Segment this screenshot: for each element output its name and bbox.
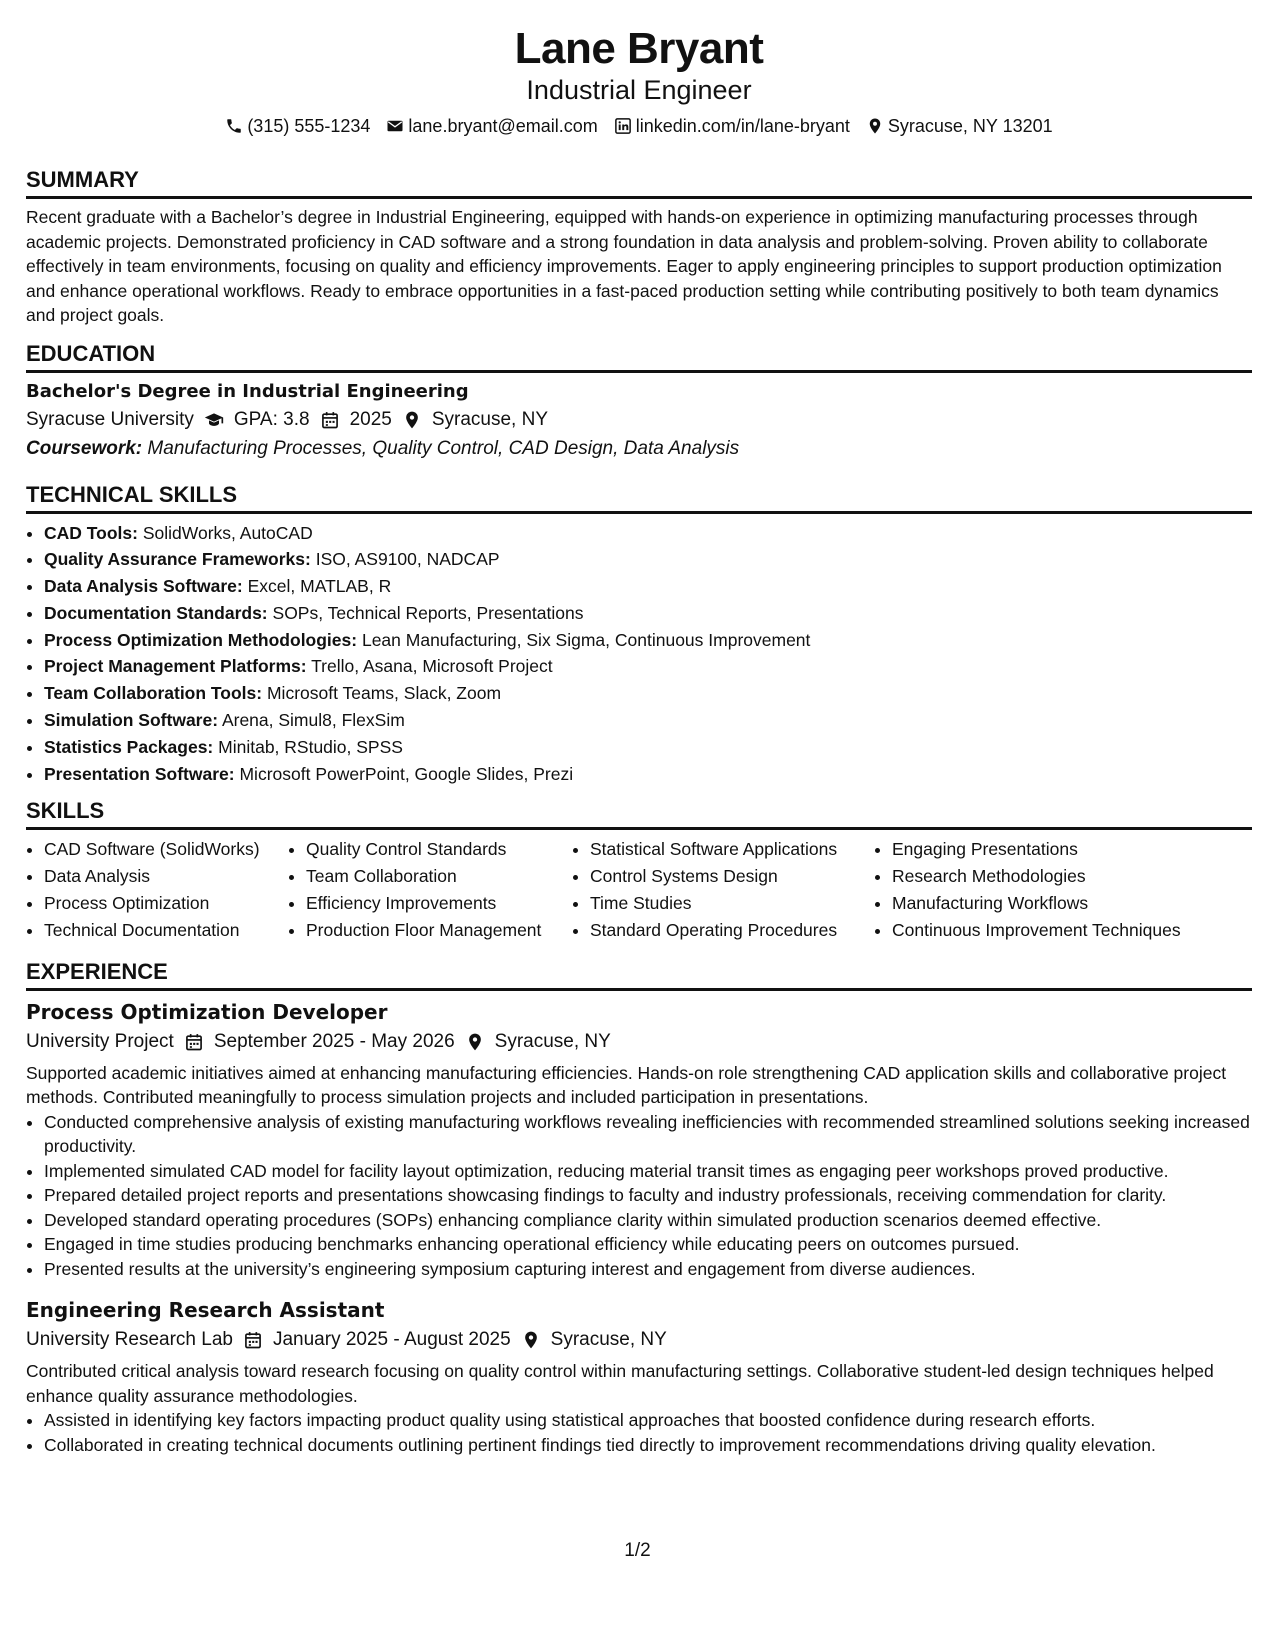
list-item xyxy=(44,520,1252,547)
phone-icon xyxy=(225,117,243,135)
technical-skills-heading: TECHNICAL SKILLS xyxy=(26,481,1252,514)
skill-category-value: Microsoft PowerPoint, Google Slides, Prezi xyxy=(239,763,574,784)
list-item: • Team Collaboration xyxy=(306,863,572,890)
skill-category-value: Excel, MATLAB, R xyxy=(247,576,392,597)
calendar-icon xyxy=(243,1330,263,1350)
skill-category-value: SolidWorks, AutoCAD xyxy=(142,522,313,543)
job-entry xyxy=(26,1295,1252,1457)
gpa: GPA: 3.8 xyxy=(233,408,310,430)
resume-page xyxy=(26,0,1252,1457)
contact-bar xyxy=(26,114,1252,138)
skill-category-label: CAD Tools: xyxy=(44,522,138,543)
list-item xyxy=(44,734,1252,761)
skill-category-label: Data Analysis Software: xyxy=(44,576,243,597)
list-item: • Production Floor Management xyxy=(306,917,572,944)
experience-section xyxy=(26,958,1252,1458)
graduation-cap-icon xyxy=(204,410,224,430)
job-location: Syracuse, NY xyxy=(550,1329,667,1351)
job-title: Process Optimization Developer xyxy=(26,999,388,1024)
job-organization: University Project xyxy=(26,1030,174,1052)
list-item xyxy=(44,627,1252,654)
skill-category-value: Microsoft Teams, Slack, Zoom xyxy=(266,683,502,704)
skill-category-value: Arena, Simul8, FlexSim xyxy=(221,710,405,731)
list-item: • Engaging Presentations xyxy=(892,836,1204,863)
list-item: • Presented results at the university’s engineering symposium capturing interest and engagement from diverse audiences. xyxy=(44,1257,1252,1282)
skill-category-value: Minitab, RStudio, SPSS xyxy=(218,736,403,757)
candidate-name: Lane Bryant xyxy=(514,24,764,73)
skill-category-label: Presentation Software: xyxy=(44,763,235,784)
skill-category-label: Project Management Platforms: xyxy=(44,656,307,677)
summary-section xyxy=(26,166,1252,328)
calendar-icon xyxy=(184,1032,204,1052)
coursework xyxy=(26,435,1252,463)
experience-heading: EXPERIENCE xyxy=(26,958,1252,991)
education-heading: EDUCATION xyxy=(26,340,1252,373)
linkedin-icon xyxy=(614,117,632,135)
job-entry xyxy=(26,997,1252,1282)
coursework-label: Coursework: xyxy=(26,437,143,459)
summary-heading: SUMMARY xyxy=(26,166,1252,199)
skill-category-label: Simulation Software: xyxy=(44,710,219,731)
skills-column xyxy=(572,836,874,943)
job-dates: September 2025 - May 2026 xyxy=(213,1030,455,1052)
technical-skills-list xyxy=(26,520,1252,788)
job-title: Engineering Research Assistant xyxy=(26,1298,385,1323)
skills-column xyxy=(26,836,288,943)
job-dates: January 2025 - August 2025 xyxy=(272,1329,511,1351)
list-item: • Time Studies xyxy=(590,890,874,917)
skill-category-label: Process Optimization Methodologies: xyxy=(44,629,358,650)
list-item: • Implemented simulated CAD model for facility layout optimization, reducing material transit times as engaging peer workshops proved productive. xyxy=(44,1159,1252,1184)
education-section xyxy=(26,340,1252,463)
map-pin-icon xyxy=(866,117,884,135)
job-meta xyxy=(26,1325,1252,1355)
contact-location xyxy=(866,114,1053,138)
list-item xyxy=(44,546,1252,573)
list-item: • Statistical Software Applications xyxy=(590,836,874,863)
skills-grid xyxy=(26,836,1252,943)
contact-phone[interactable] xyxy=(225,114,370,138)
skill-category-value: Lean Manufacturing, Six Sigma, Continuous Improvement xyxy=(361,629,811,650)
job-location: Syracuse, NY xyxy=(494,1030,611,1052)
resume-header xyxy=(26,0,1252,138)
list-item: • Efficiency Improvements xyxy=(306,890,572,917)
list-item: • Developed standard operating procedures (SOPs) enhancing compliance clarity within simulated production scenarios deemed effective. xyxy=(44,1208,1252,1233)
skill-category-value: Trello, Asana, Microsoft Project xyxy=(311,656,553,677)
list-item: • Technical Documentation xyxy=(44,917,288,944)
skills-section xyxy=(26,797,1252,943)
list-item xyxy=(44,680,1252,707)
map-pin-icon xyxy=(402,410,422,430)
school-location: Syracuse, NY xyxy=(431,408,549,430)
skills-column xyxy=(874,836,1204,943)
skill-category-value: ISO, AS9100, NADCAP xyxy=(315,549,500,570)
list-item xyxy=(44,653,1252,680)
coursework-list: Manufacturing Processes, Quality Control, CAD Design, Data Analysis xyxy=(147,437,740,459)
list-item: • Prepared detailed project reports and presentations showcasing findings to faculty and industry professionals, receiving commendation for clarity. xyxy=(44,1183,1252,1208)
list-item: • Research Methodologies xyxy=(892,863,1204,890)
skill-category-label: Team Collaboration Tools: xyxy=(44,683,263,704)
envelope-icon xyxy=(386,117,404,135)
calendar-icon xyxy=(320,410,340,430)
skill-category-label: Quality Assurance Frameworks: xyxy=(44,549,311,570)
skill-category-label: Documentation Standards: xyxy=(44,602,268,623)
technical-skills-section xyxy=(26,481,1252,788)
list-item: • Manufacturing Workflows xyxy=(892,890,1204,917)
job-description: Contributed critical analysis toward research focusing on quality control within manufacturing settings. Collaborative student-led design techniques helped enhance quality assurance methodologies. xyxy=(26,1361,1214,1406)
contact-linkedin[interactable] xyxy=(614,114,850,138)
skill-category-label: Statistics Packages: xyxy=(44,736,214,757)
map-pin-icon xyxy=(465,1032,485,1052)
list-item: • Process Optimization xyxy=(44,890,288,917)
school-name: Syracuse University xyxy=(26,408,194,430)
contact-location-text: Syracuse, NY 13201 xyxy=(887,116,1053,136)
contact-phone-text: (315) 555-1234 xyxy=(247,116,371,136)
contact-linkedin-text: linkedin.com/in/lane-bryant xyxy=(635,116,850,136)
graduation-year: 2025 xyxy=(349,408,392,430)
list-item xyxy=(44,573,1252,600)
job-description: Supported academic initiatives aimed at enhancing manufacturing efficiencies. Hands-on role strengthening CAD application skills and collaborative project methods. Contributed meaningfully to process simulation projects and included participation in presentations. xyxy=(26,1062,1227,1108)
list-item: • Engaged in time studies producing benchmarks enhancing operational efficiency while educating peers on outcomes pursued. xyxy=(44,1232,1252,1257)
list-item: • Collaborated in creating technical documents outlining pertinent findings tied directly to improvement recommendations driving quality elevation. xyxy=(44,1433,1252,1458)
map-pin-icon xyxy=(521,1330,541,1350)
skills-column xyxy=(288,836,572,943)
list-item: • Quality Control Standards xyxy=(306,836,572,863)
job-title-headline: Industrial Engineer xyxy=(526,75,752,105)
list-item: • Assisted in identifying key factors impacting product quality using statistical approaches that boosted confidence during research efforts. xyxy=(44,1408,1252,1433)
list-item: • CAD Software (SolidWorks) xyxy=(44,836,288,863)
list-item: • Conducted comprehensive analysis of existing manufacturing workflows revealing inefficiencies with recommended streamlined solutions seeking increased productivity. xyxy=(44,1110,1252,1159)
summary-text: Recent graduate with a Bachelor’s degree in Industrial Engineering, equipped with hands-on experience in optimizing manufacturing processes through academic projects. Demonstrated proficiency in CAD software and a strong foundation in data analysis and problem-solving. Proven ability to collaborate effectively in team environments, focusing on quality and efficiency improvements. Eager to apply engineering principles to support production optimization and enhance operational workflows. Ready to embrace opportunities in a fast-paced production setting while contributing positively to both team dynamics and project goals. xyxy=(26,207,1222,325)
education-meta xyxy=(26,405,1252,435)
list-item: • Control Systems Design xyxy=(590,863,874,890)
contact-email-text: lane.bryant@email.com xyxy=(408,116,598,136)
job-organization: University Research Lab xyxy=(26,1329,233,1351)
skill-category-value: SOPs, Technical Reports, Presentations xyxy=(272,602,584,623)
job-bullets xyxy=(26,1110,1252,1282)
list-item: • Data Analysis xyxy=(44,863,288,890)
contact-email[interactable] xyxy=(386,114,597,138)
job-bullets xyxy=(26,1408,1252,1457)
list-item xyxy=(44,600,1252,627)
degree-name: Bachelor's Degree in Industrial Engineering xyxy=(26,380,469,402)
page-number: 1/2 xyxy=(624,1540,651,1561)
experience-list xyxy=(26,997,1252,1458)
job-meta xyxy=(26,1027,1252,1057)
list-item: • Continuous Improvement Techniques xyxy=(892,917,1204,944)
list-item xyxy=(44,761,1252,788)
list-item xyxy=(44,707,1252,734)
list-item: • Standard Operating Procedures xyxy=(590,917,874,944)
skills-heading: SKILLS xyxy=(26,797,1252,830)
